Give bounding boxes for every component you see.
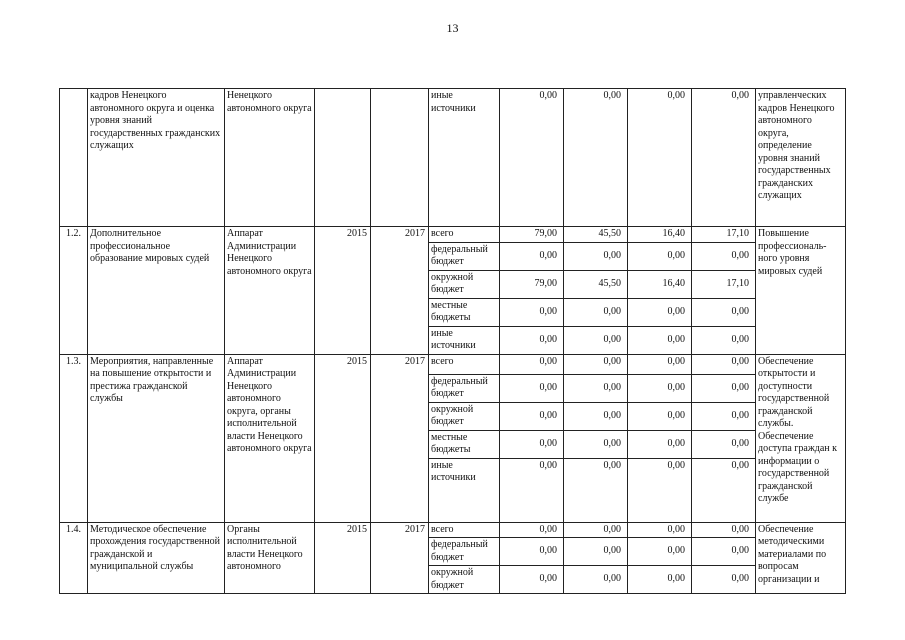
start-year: 2015 [315, 354, 371, 522]
end-year: 2017 [371, 227, 429, 355]
value-cell: 0,00 [500, 89, 564, 227]
activity-name: кадров Ненецкого автономного округа и оценка уровня знаний государственных гражданских служащих [88, 89, 225, 227]
value-cell: 16,40 [628, 227, 692, 243]
value-cell: 0,00 [628, 374, 692, 402]
value-cell: 0,00 [692, 522, 756, 538]
value-cell: 0,00 [564, 522, 628, 538]
expected-result: управленческих кадров Ненецкого автономного округа, определение уровня знаний государственных гражданских служащих [756, 89, 846, 227]
value-cell: 79,00 [500, 227, 564, 243]
executor: Ненецкого автономного округа [225, 89, 315, 227]
value-cell: 0,00 [692, 402, 756, 430]
value-cell: 17,10 [692, 227, 756, 243]
table-row [60, 227, 846, 243]
row-number: 1.4. [60, 522, 88, 594]
value-cell: 0,00 [564, 402, 628, 430]
value-cell: 0,00 [564, 298, 628, 326]
start-year: 2015 [315, 522, 371, 594]
value-cell: 0,00 [500, 242, 564, 270]
value-cell: 0,00 [692, 354, 756, 374]
activity-name: Дополнительное профессиональное образование мировых судей [88, 227, 225, 355]
value-cell: 0,00 [692, 89, 756, 227]
value-cell: 0,00 [500, 402, 564, 430]
value-cell: 0,00 [628, 298, 692, 326]
end-year: 2017 [371, 354, 429, 522]
value-cell: 45,50 [564, 227, 628, 243]
value-cell: 0,00 [500, 298, 564, 326]
expected-result: Обеспечение открытости и доступности государственной гражданской службы. Обеспечение доступа граждан к информации о государственной гражданской службе [756, 354, 846, 522]
value-cell: 0,00 [628, 402, 692, 430]
executor: Аппарат Администрации Ненецкого автономного округа, органы исполнительной власти Ненецкого автономного округа [225, 354, 315, 522]
value-cell: 0,00 [628, 430, 692, 458]
funding-source: федеральный бюджет [429, 374, 500, 402]
end-year: 2017 [371, 522, 429, 594]
value-cell: 0,00 [692, 374, 756, 402]
value-cell: 0,00 [500, 374, 564, 402]
executor: Органы исполнительной власти Ненецкого автономного [225, 522, 315, 594]
value-cell: 79,00 [500, 270, 564, 298]
page-number: 13 [446, 21, 459, 35]
row-number: 1.3. [60, 354, 88, 522]
start-year: 2015 [315, 227, 371, 355]
value-cell: 0,00 [500, 566, 564, 594]
value-cell: 0,00 [564, 242, 628, 270]
value-cell: 0,00 [500, 326, 564, 354]
value-cell: 0,00 [500, 430, 564, 458]
value-cell: 0,00 [692, 298, 756, 326]
value-cell: 0,00 [628, 89, 692, 227]
value-cell: 0,00 [564, 89, 628, 227]
value-cell: 0,00 [628, 522, 692, 538]
table-row [60, 89, 846, 227]
value-cell: 0,00 [564, 458, 628, 522]
value-cell: 0,00 [628, 242, 692, 270]
funding-source: окружной бюджет [429, 270, 500, 298]
funding-source: всего [429, 227, 500, 243]
value-cell: 0,00 [564, 354, 628, 374]
value-cell: 0,00 [628, 354, 692, 374]
value-cell: 0,00 [564, 326, 628, 354]
value-cell: 0,00 [628, 458, 692, 522]
funding-source: окружной бюджет [429, 566, 500, 594]
table-row [60, 522, 846, 538]
value-cell: 0,00 [564, 430, 628, 458]
funding-source: федеральный бюджет [429, 538, 500, 566]
value-cell: 0,00 [692, 538, 756, 566]
funding-source: всего [429, 354, 500, 374]
funding-source: окружной бюджет [429, 402, 500, 430]
funding-source: иные источники [429, 458, 500, 522]
funding-source: местные бюджеты [429, 430, 500, 458]
funding-source: иные источники [429, 326, 500, 354]
funding-source: иные источники [429, 89, 500, 227]
funding-source: местные бюджеты [429, 298, 500, 326]
value-cell: 0,00 [500, 458, 564, 522]
expected-result: Повышение профессиональ-ного уровня мировых судей [756, 227, 846, 355]
value-cell: 16,40 [628, 270, 692, 298]
value-cell: 0,00 [692, 458, 756, 522]
expected-result: Обеспечение методическими материалами по вопросам организации и [756, 522, 846, 594]
table-row [60, 354, 846, 374]
value-cell: 17,10 [692, 270, 756, 298]
value-cell: 0,00 [564, 566, 628, 594]
value-cell: 0,00 [692, 430, 756, 458]
funding-source: всего [429, 522, 500, 538]
value-cell: 0,00 [692, 326, 756, 354]
value-cell: 0,00 [692, 242, 756, 270]
row-number [60, 89, 88, 227]
value-cell: 0,00 [500, 538, 564, 566]
value-cell: 0,00 [692, 566, 756, 594]
value-cell: 0,00 [628, 538, 692, 566]
value-cell: 0,00 [628, 566, 692, 594]
value-cell: 0,00 [500, 522, 564, 538]
value-cell: 0,00 [564, 374, 628, 402]
activity-name: Методическое обеспечение прохождения государственной гражданской и муниципальной службы [88, 522, 225, 594]
value-cell: 0,00 [500, 354, 564, 374]
activity-name: Мероприятия, направленные на повышение открытости и престижа гражданской службы [88, 354, 225, 522]
value-cell: 0,00 [628, 326, 692, 354]
row-number: 1.2. [60, 227, 88, 355]
value-cell: 0,00 [564, 538, 628, 566]
value-cell: 45,50 [564, 270, 628, 298]
funding-source: федеральный бюджет [429, 242, 500, 270]
program-table [59, 88, 846, 594]
executor: Аппарат Администрации Ненецкого автономного округа [225, 227, 315, 355]
